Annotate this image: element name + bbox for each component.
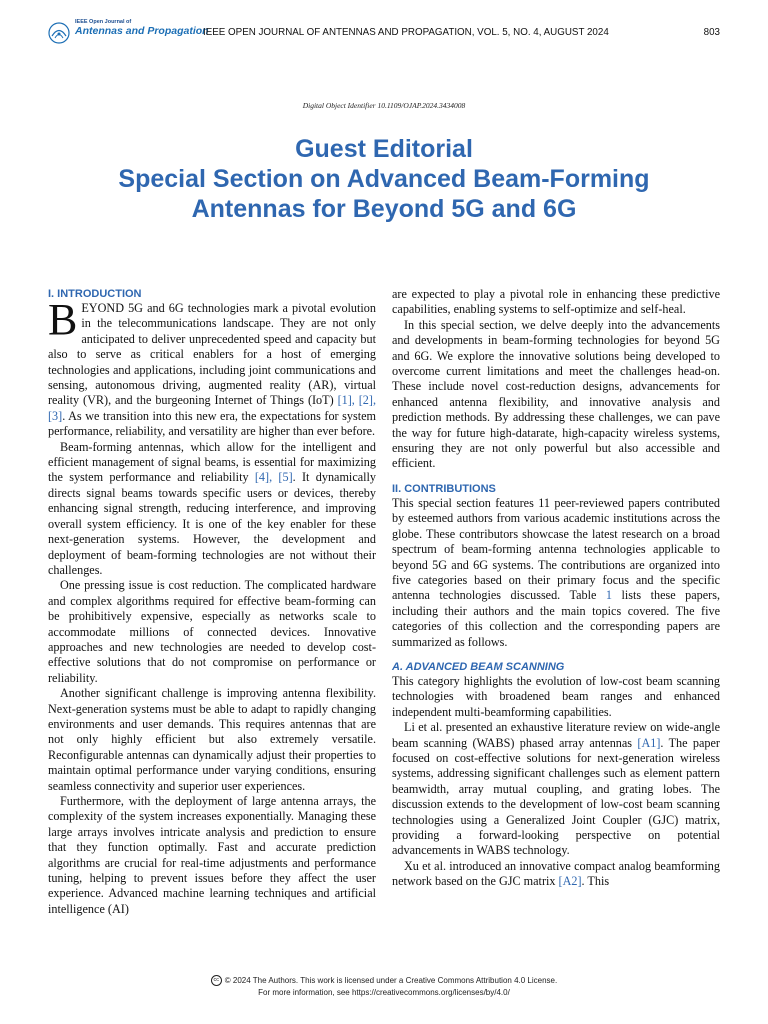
intro-paragraph-6: In this special section, we delve deeply into the advancements and developments in beam-forming technologies for beyond 5G and 6G. We explore the innovative solutions being developed to overcome current limitations and meet the challenges head-on. These include novel cost-reduction designs, advancements for enhanced antenna flexibility, and innovative analysis and prediction methods. By addressing these challenges, we can pave the way for future high-datarate, high-capacity wireless systems, ensuring they are not only powerful but also accessible and efficient. bbox=[392, 317, 720, 471]
intro-paragraph-4: Another significant challenge is improving antenna flexibility. Next-generation systems must be able to adapt to rapidly changing environments and user demands. This requires antennas that are not only highly efficient but also extremely versatile. Reconfigurable antennas can dynamically adjust their properties to maintain optimal performance under varying conditions, ensuring seamless connectivity and superior user experiences. bbox=[48, 686, 376, 793]
contrib-p1-text: This special section features 11 peer-reviewed papers contributed by esteemed authors from various academic institutions across the globe. These contributors showcase the latest research on a broad spectrum of beam-forming antenna technologies applicable to beyond 5G and 6G systems. The contributions are organized into five categories based on their primary focus and the specific antenna technologies discussed. Table bbox=[392, 495, 720, 603]
subsection-heading-a: A. ADVANCED BEAM SCANNING bbox=[392, 660, 565, 673]
contrib-p1-end: lists these papers, including their authors and the main topics covered. The five categories of this collection and the corresponding papers are summarized as follows. bbox=[392, 588, 720, 649]
creative-commons-icon: cc bbox=[211, 975, 222, 986]
sub-a-paragraph-2 bbox=[392, 720, 720, 859]
intro-paragraph-5: Furthermore, with the deployment of large antenna arrays, the complexity of the system increases exponentially. Managing these large arrays involves intricate analysis and prediction to ensure that they function optimally. Fast and accurate prediction algorithms are crucial for real-time adjustments and performance tuning, helping to prevent issues before they affect the user experience. Advanced machine learning techniques and artificial intelligence (AI) bbox=[48, 794, 376, 916]
sub-a-paragraph-1: This category highlights the evolution of low-cost beam scanning technologies with broadened beam ranges and enhanced independent multi-beamforming capabilities. bbox=[392, 673, 720, 719]
title-line-1: Guest Editorial bbox=[295, 135, 473, 163]
page-number: 803 bbox=[703, 27, 720, 38]
license-line-2: For more information, see https://creativecommons.org/licenses/by/4.0/ bbox=[258, 988, 510, 997]
intro-p1-end: . As we transition into this new era, the expectations for system performance, reliability, and versatility are higher than ever before. bbox=[48, 408, 376, 439]
contrib-paragraph-1 bbox=[392, 496, 720, 650]
title-line-3: Antennas for Beyond 5G and 6G bbox=[191, 195, 577, 223]
intro-p2-end: . It dynamically directs signal beams towards specific users or devices, thereby enhancing signal strength, reducing interference, and improving overall system efficiency. It is one of the key enabler for these next-generation systems. However, the development and deployment of beam-forming technologies are not without their challenges. bbox=[48, 470, 376, 577]
right-column bbox=[392, 287, 720, 890]
drop-cap: B bbox=[48, 295, 78, 344]
citation-link[interactable]: [4], [5] bbox=[254, 470, 293, 485]
intro-paragraph-2 bbox=[48, 440, 376, 579]
intro-paragraph-1 bbox=[48, 295, 377, 440]
section-heading-introduction: I. INTRODUCTION bbox=[48, 288, 142, 300]
paper-title bbox=[0, 134, 768, 224]
journal-logo-icon bbox=[48, 22, 70, 44]
intro-p1-text: EYOND 5G and 6G technologies mark a pivotal evolution in the telecommunications landscape. They are not only anticipated to deliver unprecedented speed and capacity but also to serve as critical enablers for a host of emerging technologies and applications, including joint communications and sensing, autonomous driving, augmented reality (AR), virtual reality (VR), and the burgeoning Internet of Things (IoT) bbox=[48, 301, 376, 408]
section-heading-contributions: II. CONTRIBUTIONS bbox=[392, 482, 496, 495]
citation-link[interactable]: [A2] bbox=[558, 874, 582, 889]
table-reference-link[interactable]: 1 bbox=[605, 588, 612, 603]
sub-a-p3-end: . This bbox=[581, 874, 610, 889]
citation-link[interactable]: [A1] bbox=[637, 735, 661, 750]
license-line-1 bbox=[0, 975, 768, 987]
journal-small-name: IEEE Open Journal of bbox=[75, 19, 132, 25]
title-line-2: Special Section on Advanced Beam-Forming bbox=[118, 165, 650, 193]
intro-paragraph-5-continued: are expected to play a pivotal role in enhancing these predictive capabilities, enabling systems to self-optimize and self-heal. bbox=[392, 287, 720, 317]
sub-a-p2-text: Li et al. presented an exhaustive literature review on wide-angle beam scanning (WABS) phased array antennas bbox=[392, 720, 720, 750]
sub-a-paragraph-3 bbox=[392, 859, 720, 890]
citation-link[interactable]: [1], [2], [3] bbox=[48, 393, 377, 423]
sub-a-p2-end: . The paper focused on cost-effective solutions for next-generation wireless systems, addressing significant challenges such as element pattern beamwidth, array mutual coupling, and grating lobes. The discussion extends to the development of low-cost beam scanning technologies using a Generalized Joint Coupler (GJC) matrix, providing a forward-looking perspective on potential advancements in WABS technology. bbox=[392, 735, 720, 858]
journal-header bbox=[48, 18, 720, 48]
license-footer bbox=[0, 975, 768, 999]
intro-paragraph-3: One pressing issue is cost reduction. The complicated hardware and complex algorithms required for effective beam-forming can be prohibitively expensive, especially as networks scale to accommodate millions of connected devices. Innovative approaches and new technologies are needed to develop cost-effective solutions that do not compromise on performance or reliability. bbox=[48, 578, 376, 685]
intro-p2-text: Beam-forming antennas, which allow for the intelligent and efficient management of signal beams, is essential for maximizing the system performance and reliability bbox=[48, 439, 376, 485]
license-text: © 2024 The Authors. This work is licensed under a Creative Commons Attribution 4.0 License. bbox=[224, 976, 558, 985]
journal-name: Antennas and Propagation bbox=[75, 25, 209, 37]
doi-line: Digital Object Identifier 10.1109/OJAP.2024.3434008 bbox=[302, 101, 466, 110]
sub-a-p3-text: Xu et al. introduced an innovative compact analog beamforming network based on the GJC matrix bbox=[392, 858, 720, 889]
journal-reference: IEEE OPEN JOURNAL OF ANTENNAS AND PROPAGATION, VOL. 5, NO. 4, AUGUST 2024 bbox=[203, 27, 609, 38]
left-column bbox=[48, 287, 376, 917]
